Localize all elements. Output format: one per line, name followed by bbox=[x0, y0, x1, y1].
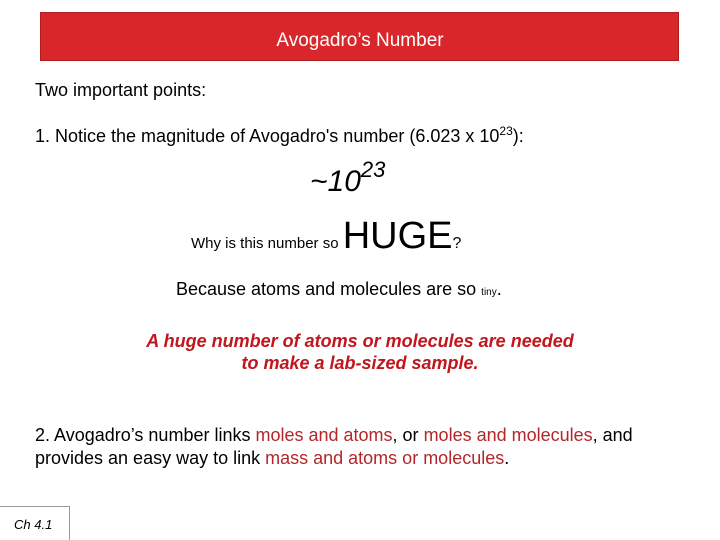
answer-callout bbox=[0, 330, 720, 374]
because-line bbox=[176, 278, 502, 304]
question-prefix: Why is this number so bbox=[191, 235, 343, 252]
point-1-text: 1. Notice the magnitude of Avogadro's number (6.023 x 10 bbox=[35, 126, 500, 146]
because-suffix: . bbox=[496, 279, 502, 299]
magnitude-expression bbox=[310, 157, 386, 204]
question-emphasis: HUGE bbox=[342, 215, 453, 257]
point-2-part-4: . bbox=[504, 448, 510, 468]
point-2-part-2: , or bbox=[392, 425, 424, 445]
intro-text: Two important points: bbox=[35, 80, 207, 100]
because-prefix: Because atoms and molecules are so bbox=[176, 279, 482, 299]
point-1-exponent: 23 bbox=[499, 124, 513, 138]
highlight-moles-molecules: moles and molecules bbox=[423, 425, 593, 445]
question-suffix: ? bbox=[452, 235, 462, 252]
answer-line-2: to make a lab-sized sample. bbox=[241, 353, 479, 373]
point-2-part-3: , and provides an easy way to link bbox=[35, 425, 633, 468]
slide-title: Avogadro’s Number bbox=[276, 30, 444, 51]
answer-line-1: A huge number of atoms or molecules are needed bbox=[146, 331, 574, 351]
point-1-tail: ): bbox=[512, 126, 524, 146]
point-1 bbox=[35, 125, 524, 149]
point-2 bbox=[35, 424, 695, 470]
magnitude-base: ~10 bbox=[310, 165, 361, 198]
point-2-part-1: 2. Avogadro’s number links bbox=[35, 425, 256, 445]
magnitude-exponent: 23 bbox=[360, 157, 386, 182]
because-tiny: tiny bbox=[481, 287, 497, 298]
highlight-mass-atoms: mass and atoms or molecules bbox=[265, 448, 505, 468]
chapter-label: Ch 4.1 bbox=[14, 517, 53, 532]
highlight-moles-atoms: moles and atoms bbox=[255, 425, 393, 445]
footer-box bbox=[0, 506, 70, 540]
question-line bbox=[191, 216, 461, 256]
